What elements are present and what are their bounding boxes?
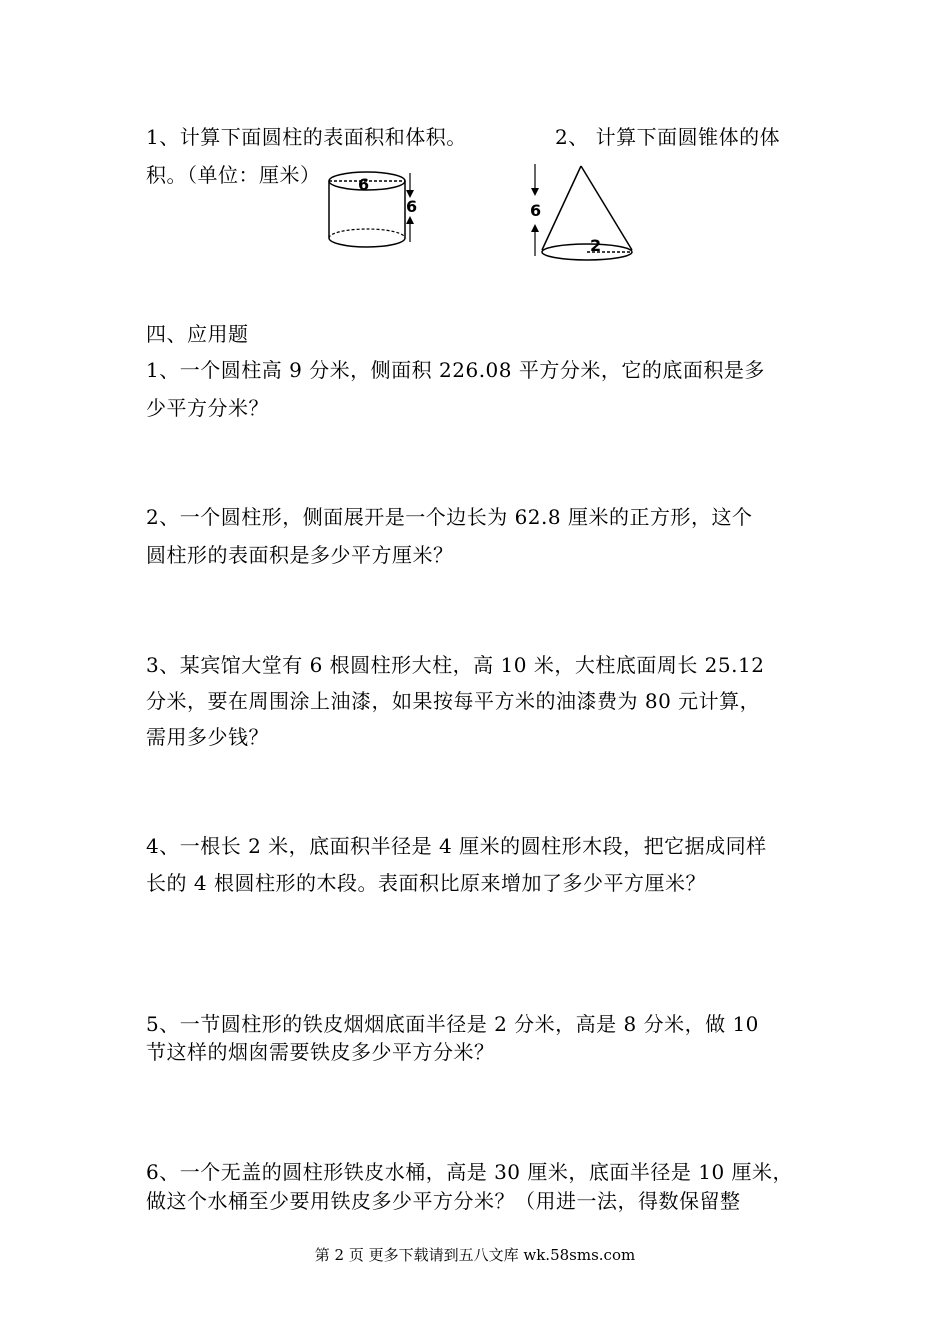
question-1-line-2: 积。（单位：厘米） (146, 163, 321, 187)
cone-figure (525, 158, 640, 268)
problem-6-line-1: 6、一个无盖的圆柱形铁皮水桶，高是 30 厘米，底面半径是 10 厘米， (146, 1160, 794, 1184)
cylinder-height-label: 6 (406, 197, 418, 216)
question-2-line-1: 2、 计算下面圆锥体的体 (555, 125, 781, 149)
problem-4-line-2: 长的 4 根圆柱形的木段。表面积比原来增加了多少平方厘米？ (146, 871, 706, 895)
cone-left-slant (542, 166, 581, 250)
problem-3-line-1: 3、某宾馆大堂有 6 根圆柱形大柱，高 10 米，大柱底面周长 25.12 (146, 653, 765, 677)
cone-right-slant (581, 166, 632, 250)
cone-height-arrow-up (531, 224, 539, 232)
problem-5-line-2: 节这样的烟囱需要铁皮多少平方分米？ (146, 1040, 495, 1064)
cone-height-label: 6 (530, 201, 542, 220)
section-title: 四、应用题 (146, 322, 249, 346)
page-footer: 第 2 页 更多下载请到五八文库 wk.58sms.com (314, 1246, 636, 1264)
cylinder-bottom-front (329, 238, 405, 247)
problem-2-line-1: 2、一个圆柱形，侧面展开是一个边长为 62.8 厘米的正方形，这个 (146, 505, 753, 529)
question-1-line-1: 1、计算下面圆柱的表面积和体积。 (146, 125, 467, 149)
problem-1-line-1: 1、一个圆柱高 9 分米，侧面积 226.08 平方分米，它的底面积是多 (146, 358, 765, 382)
cone-radius-label: 2 (590, 236, 602, 255)
problem-3-line-3: 需用多少钱？ (146, 725, 269, 749)
height-arrow-up (406, 216, 414, 224)
cylinder-bottom-back (329, 229, 405, 238)
problem-2-line-2: 圆柱形的表面积是多少平方厘米？ (146, 543, 454, 567)
cylinder-diameter-label: 6 (358, 175, 370, 194)
problem-6-line-2: 做这个水桶至少要用铁皮多少平方分米？（用进一法，得数保留整 (146, 1189, 741, 1213)
problem-5-line-1: 5、一节圆柱形的铁皮烟烟底面半径是 2 分米，高是 8 分米，做 10 (146, 1012, 759, 1036)
problem-1-line-2: 少平方分米？ (146, 396, 269, 420)
problem-3-line-2: 分米，要在周围涂上油漆，如果按每平方米的油漆费为 80 元计算， (146, 689, 761, 713)
problem-4-line-1: 4、一根长 2 米，底面积半径是 4 厘米的圆柱形木段，把它据成同样 (146, 834, 767, 858)
cylinder-figure (320, 160, 430, 260)
cone-height-arrow-down (531, 188, 539, 196)
